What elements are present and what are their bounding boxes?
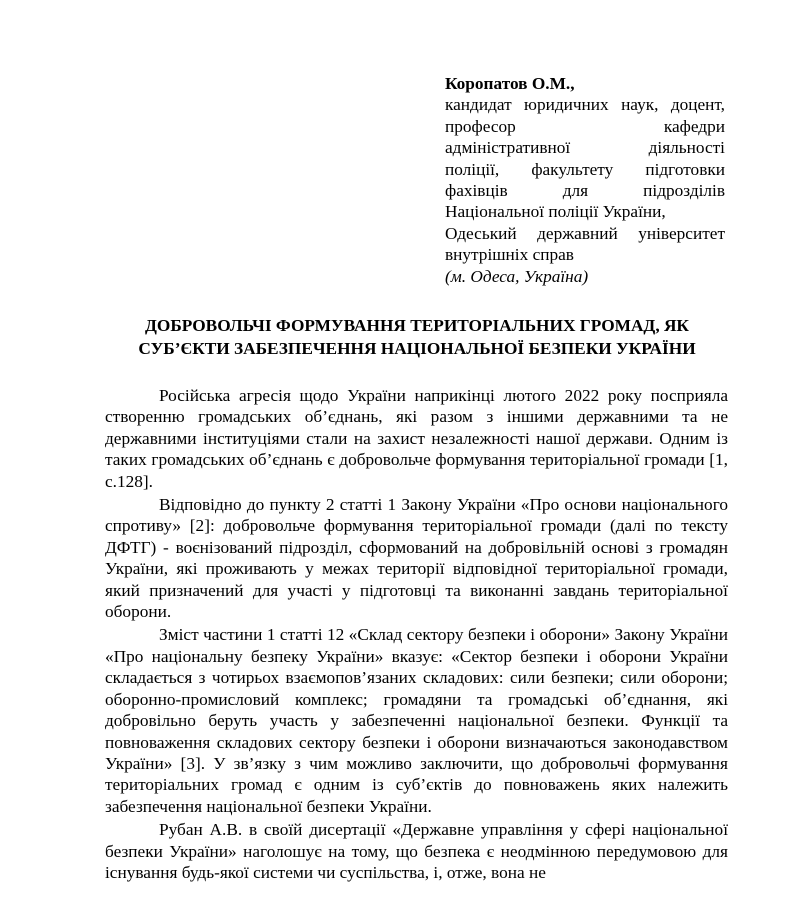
body-paragraph: Російська агресія щодо України наприкінці лютого 2022 року посприяла створенню громадських об’єднань, які разом з іншими державними та не державними інституціями стали на захист незалежності нашої держави. Одним із таких громадських об’єднань є добровольче формування територіальної громади [1, с.128]. bbox=[105, 386, 728, 491]
author-block bbox=[445, 73, 725, 287]
article-title bbox=[100, 314, 734, 360]
affiliation-line: фахівців для підрозділів bbox=[445, 181, 725, 201]
affiliation-line: професор кафедри bbox=[445, 116, 725, 136]
body-paragraph: Відповідно до пункту 2 статті 1 Закону України «Про основи національного спротиву» [2]: добровольче формування територіальної громади (далі по тексту ДФТГ) - воєнізований підрозділ, сформований на добровільній основі з громадян України, які проживають у межах території відповідної територіальної громади, який призначений для участі у підготовці та виконанні завдань територіальної оборони. bbox=[105, 495, 728, 622]
author-name: Коропатов О.М., bbox=[445, 74, 575, 93]
affiliation-line: Національної поліції України, bbox=[445, 202, 666, 222]
author-place: (м. Одеса, Україна) bbox=[445, 266, 589, 286]
affiliation-line: внутрішніх справ bbox=[445, 245, 574, 265]
title-line-2: СУБ’ЄКТИ ЗАБЕЗПЕЧЕННЯ НАЦІОНАЛЬНОЇ БЕЗПЕКИ УКРАЇНИ bbox=[138, 339, 696, 358]
affiliation-line: Одеський державний університет bbox=[445, 223, 725, 243]
title-line-1: ДОБРОВОЛЬЧІ ФОРМУВАННЯ ТЕРИТОРІАЛЬНИХ ГРОМАД, ЯК bbox=[145, 316, 689, 335]
affiliation-line: кандидат юридичних наук, доцент, bbox=[445, 95, 725, 115]
body-paragraph: Зміст частини 1 статті 12 «Склад сектору безпеки і оборони» Закону України «Про національну безпеку України» вказує: «Сектор безпеки і оборони України складається з чотирьох взаємопов’язаних складових: сили безпеки; сили оборони; оборонно-промисловий комплекс; громадяни та громадські об’єднання, які добровільно беруть участь у забезпеченні національної безпеки. Функції та повноваження складових сектору безпеки і оборони визначаються законодавством України» [3]. У зв’язку з чим можливо заключити, що добровольчі формування територіальних громад є одним із суб’єктів до повноважень яких належить забезпечення національної безпеки України. bbox=[105, 625, 728, 816]
affiliation-line: поліції, факультету підготовки bbox=[445, 159, 725, 179]
affiliation-line: адміністративної діяльності bbox=[445, 138, 725, 158]
body-paragraph: Рубан А.В. в своїй дисертації «Державне управління у сфері національної безпеки України» наголошує на тому, що безпека є неодмінною передумовою для існування будь-якої системи чи суспільства, і, отже, вона не bbox=[105, 820, 728, 882]
article-body bbox=[105, 385, 728, 885]
